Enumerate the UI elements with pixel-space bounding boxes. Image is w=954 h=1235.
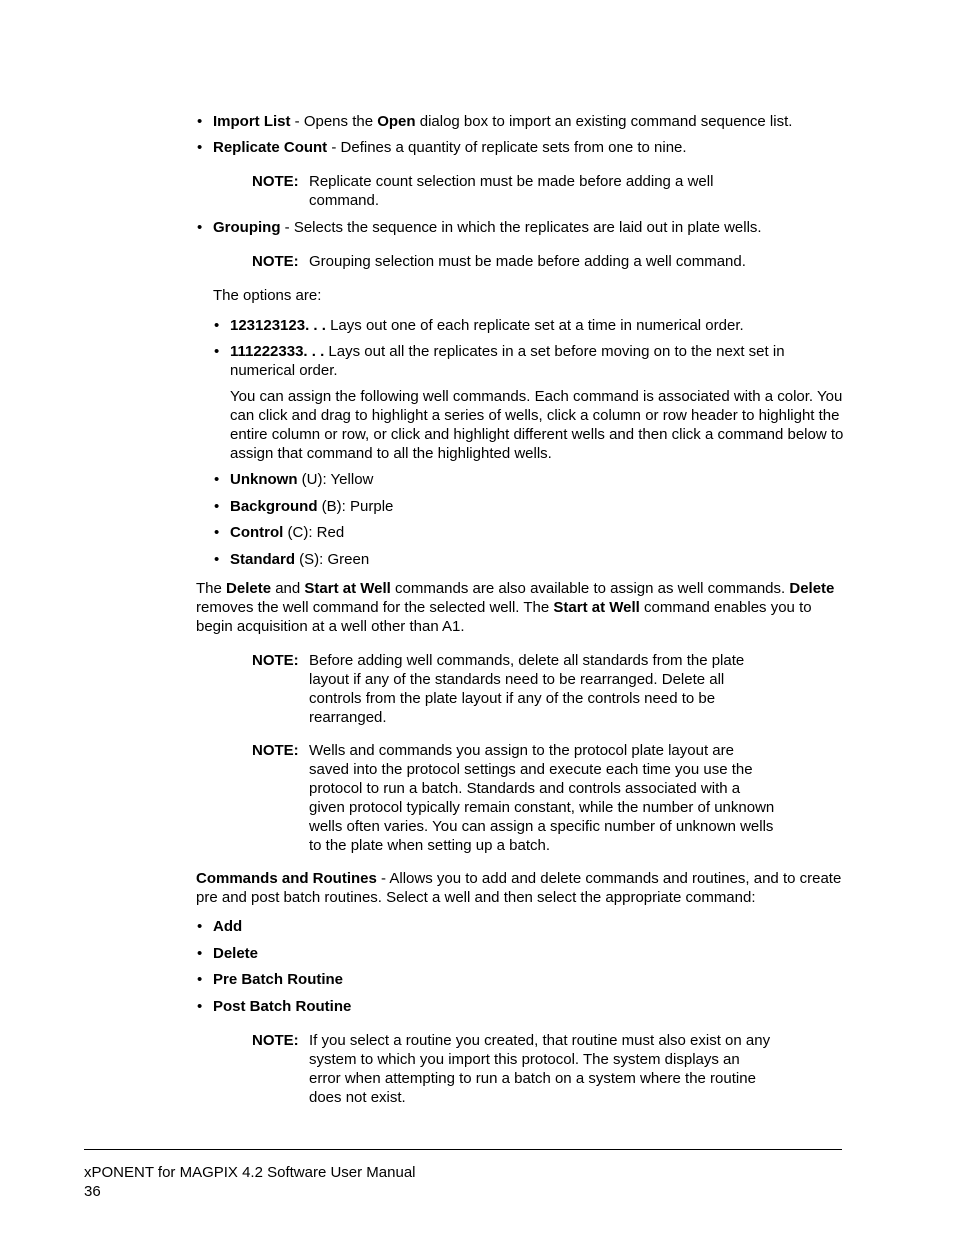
page-number: 36 (84, 1183, 101, 1200)
note-text: Grouping selection must be made before adding a well command. (309, 253, 746, 270)
note-label: NOTE: (252, 173, 299, 190)
option-item: 111222333. . . Lays out all the replicates in a set before moving on to the next set in numerical order. (230, 343, 785, 379)
bullet: • (214, 317, 220, 334)
bullet: • (197, 918, 203, 935)
command-item-delete: Delete (213, 945, 259, 962)
term: Import List (213, 113, 291, 130)
note-wells (252, 741, 782, 856)
list-item-grouping: Grouping - Selects the sequence in which the replicates are laid out in plate wells. (213, 219, 762, 236)
bullet: • (197, 139, 203, 156)
bullet: • (197, 945, 203, 962)
list-item-import-list: Import List - Opens the Open dialog box to import an existing command sequence list. (213, 113, 793, 130)
footer-rule (84, 1149, 842, 1150)
note-label: NOTE: (252, 652, 299, 669)
bullet: • (214, 471, 220, 488)
bullet: • (214, 498, 220, 515)
command-item-post-batch: Post Batch Routine (213, 998, 352, 1015)
delete-paragraph: The Delete and Start at Well commands are also available to assign as well commands. Delete removes the well command for the selected well. The Start at Well command enables you to begin acquisition at a well other than A1. (196, 580, 835, 635)
note-routine (252, 1031, 782, 1111)
bullet: • (214, 524, 220, 541)
option-item: 123123123. . . Lays out one of each replicate set at a time in numerical order. (230, 317, 744, 334)
footer-title: xPONENT for MAGPIX 4.2 Software User Manual (84, 1164, 416, 1181)
note-text: Replicate count selection must be made before adding a well command. (309, 173, 714, 209)
note-label: NOTE: (252, 742, 299, 759)
bullet: • (197, 998, 203, 1015)
command-item-pre-batch: Pre Batch Routine (213, 971, 344, 988)
options-intro: The options are: (213, 287, 322, 304)
well-command-standard: Standard (S): Green (230, 551, 370, 568)
well-command-control: Control (C): Red (230, 524, 345, 541)
bullet: • (197, 219, 203, 236)
bullet: • (197, 113, 203, 130)
well-command-unknown: Unknown (U): Yellow (230, 471, 374, 488)
bullet: • (197, 971, 203, 988)
note-standards (252, 651, 782, 731)
note-text: If you select a routine you created, that routine must also exist on any system to which you import this protocol. The system displays an error when attempting to run a batch on a system where the routine does not exist. (309, 1032, 771, 1106)
assign-paragraph: You can assign the following well commands. Each command is associated with a color. You can click and drag to highlight a series of wells, click a column or row header to highlight the entire column or row, or click and highlight different wells and then click a command below to assign that command to all the highlighted wells. (230, 388, 844, 462)
list-item-replicate-count: Replicate Count - Defines a quantity of replicate sets from one to nine. (213, 139, 687, 156)
bullet: • (214, 551, 220, 568)
note-label: NOTE: (252, 1032, 299, 1049)
note-replicate (252, 172, 782, 212)
bullet: • (214, 343, 220, 360)
note-text: Before adding well commands, delete all standards from the plate layout if any of the standards need to be rearranged. Delete all controls from the plate layout if any of the controls need to be rearranged. (309, 652, 745, 726)
commands-paragraph: Commands and Routines - Allows you to add and delete commands and routines, and to create pre and post batch routines. Select a well and then select the appropriate command: (196, 870, 842, 906)
well-command-background: Background (B): Purple (230, 498, 394, 515)
note-text: Wells and commands you assign to the protocol plate layout are saved into the protocol settings and execute each time you use the protocol to run a batch. Standards and controls associated with a given protocol typically remain constant, while the number of unknown wells often varies. You can assign a specific number of unknown wells to the plate when setting up a batch. (309, 742, 775, 854)
command-item-add: Add (213, 918, 243, 935)
note-label: NOTE: (252, 253, 299, 270)
note-grouping (252, 252, 782, 272)
